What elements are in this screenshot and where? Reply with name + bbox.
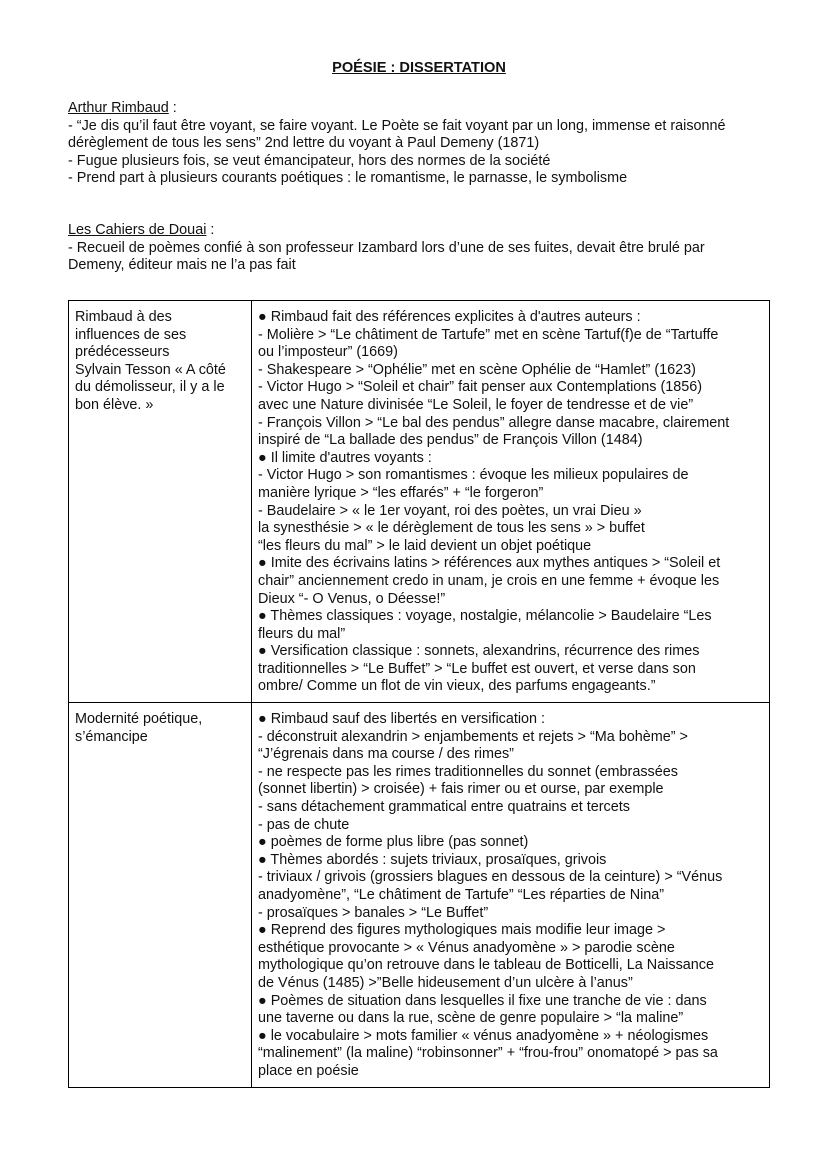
table-cell-theme [69,703,252,1087]
document-title: POÉSIE : DISSERTATION [332,60,506,76]
cell-line: chair” anciennement credo in unam, je crois en une femme + évoque les [258,572,720,589]
cell-line: mythologique qu’on retrouve dans le tableau de Botticelli, La Naissance [258,957,714,974]
cell-line: de Vénus (1485) >”Belle hideusement d’un ulcère à l’anus” [258,974,633,991]
section-heading [68,100,770,118]
cell-line: anadyomène”, “Le châtiment de Tartufe” “Les réparties de Nina” [258,887,665,903]
cell-line: - Shakespeare > “Ophélie” met en scène Ophélie de “Hamlet” (1623) [258,361,696,378]
cell-line: - Victor Hugo > son romantismes : évoque les milieux populaires de [258,467,689,484]
cell-line: ombre/ Comme un flot de vin vieux, des parfums engageants.” [258,678,656,695]
section-heading-colon: : [168,100,177,116]
cell-line: “les fleurs du mal” > le laid devient un objet poétique [258,537,592,554]
section-cahiers-de-douai [68,222,770,275]
table-cell-content [252,301,770,703]
cell-line: ● Poèmes de situation dans lesquelles il fixe une tranche de vie : dans [258,992,707,1009]
analysis-table [68,300,770,1088]
cell-line: - Molière > “Le châtiment de Tartufe” met en scène Tartuf(f)e de “Tartuffe [258,326,719,343]
cell-line: - sans détachement grammatical entre quatrains et tercets [258,799,630,816]
section-heading-text: Les Cahiers de Douai [68,222,207,238]
cell-line: ● Versification classique : sonnets, alexandrins, récurrence des rimes [258,643,700,660]
cell-line: Rimbaud à des [75,309,172,325]
section-arthur-rimbaud [68,100,770,188]
cell-line: avec une Nature divinisée “Le Soleil, le foyer de tendresse et de vie” [258,396,694,413]
cell-line: - Victor Hugo > “Soleil et chair” fait penser aux Contemplations (1856) [258,379,703,396]
cell-line: prédécesseurs [75,344,170,361]
cell-line: - pas de chute [258,816,350,833]
table-row [69,703,770,1087]
cell-line: - Baudelaire > « le 1er voyant, roi des poètes, un vrai Dieu » [258,502,642,519]
cell-line: inspiré de “La ballade des pendus” de François Villon (1484) [258,432,643,449]
section-line: - Fugue plusieurs fois, se veut émancipateur, hors des normes de la société [68,152,551,169]
cell-line: - François Villon > “Le bal des pendus” allegre danse macabre, clairement [258,414,730,431]
cell-line: - déconstruit alexandrin > enjambements et rejets > “Ma bohème” > [258,728,688,745]
section-line: dérèglement de tous les sens” 2nd lettre du voyant à Paul Demeny (1871) [68,135,540,152]
section-line: - “Je dis qu’il faut être voyant, se faire voyant. Le Poète se fait voyant par un long, immense et raisonné [68,117,726,134]
cell-line: manière lyrique > “les effarés” + “le forgeron” [258,484,544,501]
table-cell-theme [69,301,252,703]
cell-line: influences de ses [75,326,187,343]
cell-line: ● Thèmes classiques : voyage, nostalgie, mélancolie > Baudelaire “Les [258,608,712,625]
cell-line: ou l’imposteur” (1669) [258,344,398,361]
cell-line: Modernité poétique, [75,711,203,728]
cell-line: ● Thèmes abordés : sujets triviaux, prosaïques, grivois [258,851,607,868]
cell-line: - prosaïques > banales > “Le Buffet” [258,904,489,921]
cell-line: ● Il limite d'autres voyants : [258,449,432,466]
cell-line: - triviaux / grivois (grossiers blagues en dessous de la ceinture) > “Vénus [258,869,723,886]
cell-line: “J’égrenais dans ma course / des rimes” [258,746,514,763]
section-heading-text: Arthur Rimbaud [68,100,169,116]
cell-line: s’émancipe [75,728,148,745]
cell-line: (sonnet libertin) > croisée) + fais rimer ou et ourse, par exemple [258,781,664,798]
cell-line: ● Reprend des figures mythologiques mais modifie leur image > [258,922,666,939]
cell-line: Dieux “- O Venus, o Déesse!” [258,590,446,607]
section-line: - Recueil de poèmes confié à son professeur Izambard lors d’une de ses fuites, devait être brulé par [68,239,705,256]
cell-line: fleurs du mal” [258,625,346,642]
cell-line: “malinement” (la maline) “robinsonner” + “frou-frou” onomatopé > pas sa [258,1045,718,1062]
cell-line: ● Imite des écrivains latins > références aux mythes antiques > “Soleil et [258,555,721,572]
table-row [69,301,770,703]
cell-line: traditionnelles > “Le Buffet” > “Le buffet est ouvert, et verse dans son [258,660,696,677]
section-heading [68,222,770,240]
cell-line: ● Rimbaud fait des références explicites à d'autres auteurs : [258,309,641,325]
cell-line: - ne respecte pas les rimes traditionnelles du sonnet (embrassées [258,763,678,780]
cell-line: ● poèmes de forme plus libre (pas sonnet) [258,834,529,851]
table-cell-content [252,703,770,1087]
cell-line: esthétique provocante > « Vénus anadyomène » > parodie scène [258,939,675,956]
section-line: Demeny, éditeur mais ne l’a pas fait [68,257,296,274]
cell-line: Sylvain Tesson « A côté [75,361,226,378]
cell-line: ● Rimbaud sauf des libertés en versification : [258,711,546,728]
cell-line: ● le vocabulaire > mots familier « vénus anadyomène » + néologismes [258,1027,709,1044]
cell-line: place en poésie [258,1062,359,1079]
cell-line: la synesthésie > « le dérèglement de tous les sens » > buffet [258,520,645,537]
section-heading-colon: : [206,222,215,238]
cell-line: du démolisseur, il y a le [75,379,225,396]
cell-line: bon élève. » [75,396,154,413]
section-line: - Prend part à plusieurs courants poétiques : le romantisme, le parnasse, le symbolisme [68,170,628,187]
cell-line: une taverne ou dans la rue, scène de genre populaire > “la maline” [258,1010,684,1027]
